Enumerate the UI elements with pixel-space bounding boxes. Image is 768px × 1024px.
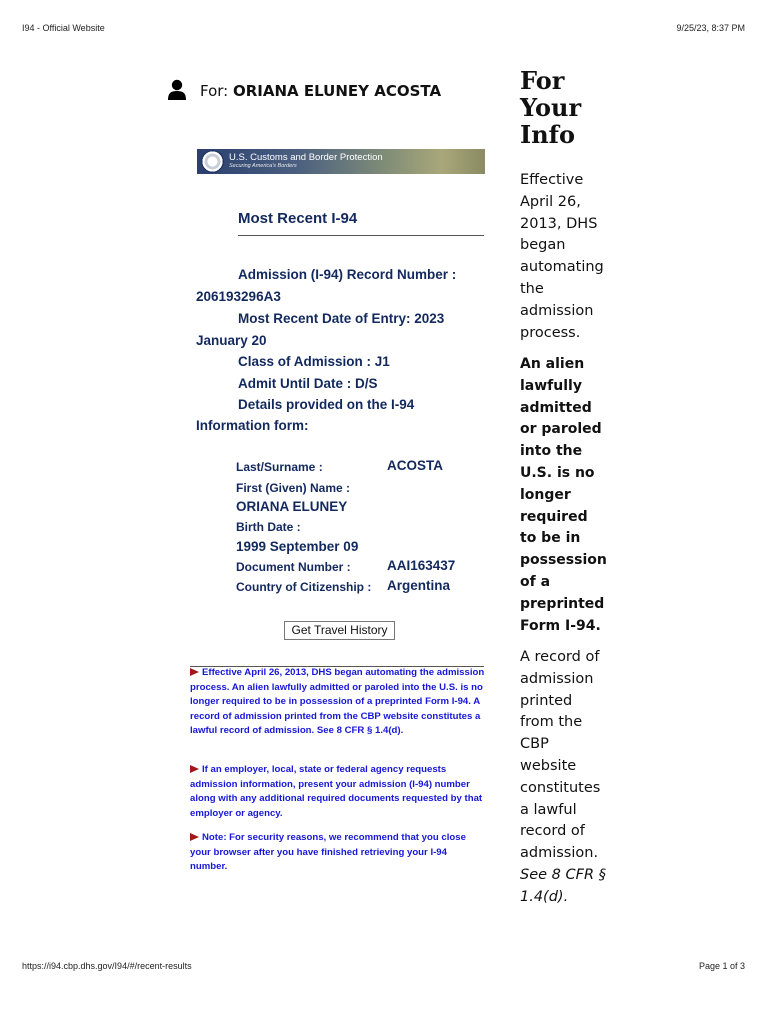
traveler-prefix: For: (200, 82, 233, 100)
sidebar-paragraph (520, 647, 606, 909)
entry-date-cont: January 20 (196, 333, 267, 348)
banner-subtitle: Securing America's Borders (229, 163, 297, 169)
cbp-banner (197, 149, 485, 174)
dhs-seal-logo (201, 150, 224, 173)
entry-date-label: Most Recent Date of Entry: 2023 (238, 311, 445, 326)
sidebar-paragraph: Effective April 26, 2013, DHS began automating the admission process. (520, 172, 604, 341)
note-item (190, 666, 486, 739)
triangle-bullet-icon (190, 833, 199, 841)
admission-number: 206193296A3 (196, 289, 281, 304)
details-intro-cont: Information form: (196, 418, 309, 433)
print-footer-page: Page 1 of 3 (698, 961, 745, 971)
heading-divider (238, 235, 484, 236)
note-text: If an employer, local, state or federal agency requests admission information, present your admission (I-94) number along with any additional required documents requested by that employer or agency. (190, 764, 483, 819)
get-travel-history-button[interactable]: Get Travel History (284, 621, 395, 640)
sidebar-citation: See 8 CFR § 1.4(d). (520, 866, 606, 905)
citizenship-value: Argentina (387, 578, 451, 593)
note-text: Note: For security reasons, we recommend that you close your browser after you have finished retrieving your I-94 number. (190, 832, 466, 872)
admission-number-label: Admission (I-94) Record Number : (238, 267, 457, 282)
citizenship-label: Country of Citizenship : (236, 580, 372, 594)
document-number-value: AAI163437 (387, 558, 456, 573)
print-footer-url: https://i94.cbp.dhs.gov/I94/#/recent-results (22, 961, 192, 971)
traveler-name: ORIANA ELUNEY ACOSTA (233, 82, 442, 100)
print-header-datetime: 9/25/23, 8:37 PM (676, 23, 745, 33)
admit-until-date: Admit Until Date : D/S (238, 376, 378, 391)
sidebar-title: For Your Info (520, 66, 582, 149)
class-of-admission: Class of Admission : J1 (238, 354, 390, 369)
surname-label: Last/Surname : (236, 460, 323, 474)
sidebar-paragraph-text: A record of admission printed from the CBP website constitutes a lawful record of admission. (520, 649, 601, 862)
details-intro: Details provided on the I-94 (238, 397, 415, 412)
given-name-value: ORIANA ELUNEY (236, 499, 348, 514)
note-item (190, 831, 486, 875)
print-header-title: I94 - Official Website (22, 23, 105, 33)
user-icon (167, 79, 187, 101)
note-item (190, 763, 486, 821)
sidebar-emphasis-paragraph: An alien lawfully admitted or paroled into the U.S. is no longer required to be in possession of a preprinted Form I-94. (520, 356, 607, 634)
birth-date-label: Birth Date : (236, 520, 301, 534)
document-number-label: Document Number : (236, 560, 351, 574)
birth-date-value: 1999 September 09 (236, 539, 359, 554)
note-text: Effective April 26, 2013, DHS began automating the admission process. An alien lawfully admitted or paroled into the U.S. is no longer required to be in possession of a preprinted Form I-94. A record of admission printed from the CBP website constitutes a lawful record of admission. See 8 CFR § 1.4(d). (190, 667, 485, 736)
triangle-bullet-icon (190, 765, 199, 773)
traveler-heading (200, 82, 441, 100)
record-heading: Most Recent I-94 (238, 210, 358, 227)
surname-value: ACOSTA (387, 458, 443, 473)
banner-title: U.S. Customs and Border Protection (229, 152, 383, 163)
triangle-bullet-icon (190, 668, 199, 676)
given-name-label: First (Given) Name : (236, 481, 351, 495)
